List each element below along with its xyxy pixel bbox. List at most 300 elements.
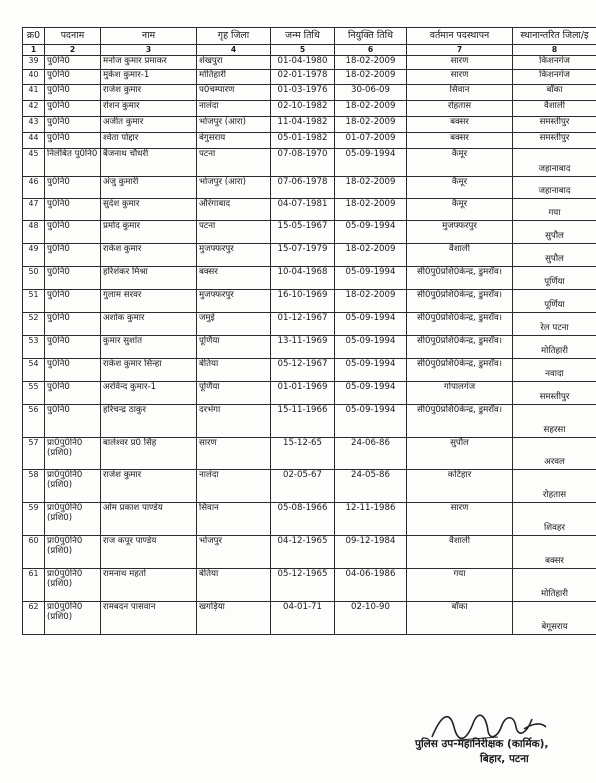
transferred-district <box>513 149 596 177</box>
transferred-district-text: जहानाबाद <box>538 186 571 196</box>
post-name <box>45 336 101 359</box>
date-of-birth <box>271 438 335 470</box>
home-district <box>197 602 271 635</box>
post-name-text: प्रा0पु0नि0 (प्रशि0) <box>47 438 83 458</box>
header-home-district: गृह जिला <box>197 28 271 45</box>
post-name-text: पु0नि0 <box>47 244 70 254</box>
post-name <box>45 70 101 85</box>
table-row <box>23 569 596 602</box>
transferred-district <box>513 56 596 70</box>
appointment-date <box>335 85 407 101</box>
transferred-district-text: समस्तीपुर <box>539 392 570 402</box>
appointment-date <box>335 382 407 405</box>
current-posting <box>407 313 513 336</box>
home-district-text: पटना <box>199 221 216 231</box>
post-name <box>45 133 101 149</box>
post-name-text: प्रा0पु0नि0 (प्रशि0) <box>47 503 83 523</box>
serial-number <box>23 438 45 470</box>
serial-number-text: 60 <box>28 536 39 545</box>
serial-number-text: 61 <box>28 569 39 578</box>
employee-name-text: सुदेश कुमार <box>103 199 140 209</box>
transferred-district <box>513 359 596 382</box>
appointment-date <box>335 244 407 267</box>
serial-number <box>23 359 45 382</box>
home-district <box>197 101 271 117</box>
appointment-date-text: 12-11-1986 <box>345 503 396 513</box>
post-name <box>45 602 101 635</box>
post-name-text: पु0नि0 <box>47 177 70 187</box>
transferred-district-text: बेगूसराय <box>541 622 568 632</box>
employee-name <box>101 382 197 405</box>
date-of-birth <box>271 244 335 267</box>
table-row <box>23 56 596 70</box>
home-district <box>197 569 271 602</box>
table-row <box>23 244 596 267</box>
transferred-district <box>513 267 596 290</box>
header-sn: क्र0 <box>23 28 45 45</box>
transferred-district <box>513 405 596 438</box>
serial-number-text: 49 <box>28 244 39 253</box>
post-name <box>45 503 101 536</box>
date-of-birth-text: 16-10-1969 <box>277 290 328 300</box>
appointment-date-text: 18-02-2009 <box>345 56 396 66</box>
transferred-district-text: समस्तीपुर <box>539 117 570 127</box>
appointment-date <box>335 199 407 221</box>
serial-number <box>23 313 45 336</box>
date-of-birth-text: 02-10-1982 <box>277 101 328 111</box>
current-posting-text: बाँका <box>451 602 468 612</box>
colnum-5: 5 <box>271 45 335 56</box>
transferred-district <box>513 199 596 221</box>
transferred-district <box>513 569 596 602</box>
employee-name <box>101 70 197 85</box>
colnum-3: 3 <box>101 45 197 56</box>
current-posting-text: वैशाली <box>449 536 470 546</box>
current-posting <box>407 101 513 117</box>
home-district <box>197 359 271 382</box>
date-of-birth <box>271 101 335 117</box>
date-of-birth-text: 15-05-1967 <box>277 221 328 231</box>
date-of-birth-text: 04-07-1981 <box>277 199 328 209</box>
home-district-text: भोजपुर (आरा) <box>199 177 247 187</box>
table-row <box>23 177 596 199</box>
appointment-date-text: 18-02-2009 <box>345 199 396 209</box>
serial-number-text: 42 <box>28 101 39 110</box>
appointment-date-text: 05-09-1994 <box>345 149 396 159</box>
date-of-birth-text: 02-05-67 <box>282 470 322 480</box>
current-posting <box>407 56 513 70</box>
date-of-birth <box>271 85 335 101</box>
employee-name <box>101 267 197 290</box>
home-district-text: नालंदा <box>199 101 219 111</box>
serial-number-text: 47 <box>28 199 39 208</box>
serial-number-text: 58 <box>28 470 39 479</box>
transferred-district <box>513 70 596 85</box>
current-posting <box>407 177 513 199</box>
transferred-district-text: मोतिहारी <box>540 346 569 356</box>
post-name-text: प्रा0पु0नि0 (प्रशि0) <box>47 470 83 490</box>
current-posting-text: सी0पु0प्रशि0केन्द्र, डुमराँव। <box>416 336 503 346</box>
current-posting-text: मुजफ्फरपुर <box>442 221 477 231</box>
appointment-date <box>335 359 407 382</box>
current-posting-text: गया <box>453 569 466 579</box>
header-transferred-to: स्थानान्तरित जिला/इ <box>513 28 596 45</box>
post-name-text: पु0नि0 <box>47 313 70 323</box>
home-district-text: औरंगाबाद <box>199 199 231 209</box>
home-district <box>197 503 271 536</box>
employee-name <box>101 503 197 536</box>
transferred-district <box>513 503 596 536</box>
appointment-date-text: 05-09-1994 <box>345 336 396 346</box>
employee-name <box>101 470 197 503</box>
employee-name-text: श्वेता पोद्दार <box>103 133 139 143</box>
post-name-text: पु0नि0 <box>47 267 70 277</box>
post-name-text: निलंबित पु0नि0 <box>47 149 98 159</box>
signatory-place: बिहार, पटना <box>480 753 529 765</box>
transferred-district <box>513 117 596 133</box>
serial-number-text: 45 <box>28 149 39 158</box>
current-posting <box>407 470 513 503</box>
current-posting <box>407 569 513 602</box>
employee-name <box>101 133 197 149</box>
post-name-text: पु0नि0 <box>47 85 70 95</box>
appointment-date-text: 30-06-09 <box>350 85 390 95</box>
serial-number <box>23 133 45 149</box>
signatory-designation: पुलिस उप-महानिरीक्षक (कार्मिक), <box>415 738 549 750</box>
home-district-text: दरभंगा <box>199 405 221 415</box>
post-name <box>45 199 101 221</box>
date-of-birth <box>271 56 335 70</box>
header-name: नाम <box>101 28 197 45</box>
home-district <box>197 56 271 70</box>
appointment-date <box>335 438 407 470</box>
appointment-date <box>335 101 407 117</box>
home-district-text: बक्सर <box>199 267 218 277</box>
post-name <box>45 359 101 382</box>
date-of-birth <box>271 470 335 503</box>
home-district-text: पटना <box>199 149 216 159</box>
table-row <box>23 133 596 149</box>
employee-name-text: बालेश्वर प्र0 सिंह <box>103 438 157 448</box>
table-row <box>23 117 596 133</box>
transferred-district-text: शिवहर <box>544 523 565 533</box>
date-of-birth <box>271 267 335 290</box>
employee-name <box>101 536 197 569</box>
appointment-date-text: 18-02-2009 <box>345 177 396 187</box>
colnum-1: 1 <box>23 45 45 56</box>
transferred-district-text: किशनगंज <box>539 56 570 66</box>
transferred-district <box>513 438 596 470</box>
appointment-date-text: 18-02-2009 <box>345 290 396 300</box>
current-posting <box>407 536 513 569</box>
post-name <box>45 101 101 117</box>
post-name-text: पु0नि0 <box>47 199 70 209</box>
table-row <box>23 221 596 244</box>
home-district-text: बेतिया <box>199 359 219 369</box>
employee-name <box>101 290 197 313</box>
serial-number-text: 53 <box>28 336 39 345</box>
post-name <box>45 244 101 267</box>
transferred-district-text: अरवल <box>544 457 565 467</box>
date-of-birth <box>271 382 335 405</box>
home-district-text: पूर्णिया <box>199 336 220 346</box>
appointment-date <box>335 336 407 359</box>
serial-number <box>23 470 45 503</box>
post-name-text: पु0नि0 <box>47 101 70 111</box>
current-posting-text: सिवान <box>449 85 470 95</box>
appointment-date <box>335 405 407 438</box>
home-district-text: प0चम्पारण <box>199 85 235 95</box>
home-district <box>197 133 271 149</box>
home-district-text: भोजपुर <box>199 536 223 546</box>
post-name-text: पु0नि0 <box>47 56 70 66</box>
date-of-birth <box>271 313 335 336</box>
appointment-date <box>335 313 407 336</box>
appointment-date-text: 05-09-1994 <box>345 267 396 277</box>
transferred-district-text: नवादा <box>545 369 564 379</box>
serial-number <box>23 244 45 267</box>
home-district <box>197 244 271 267</box>
serial-number <box>23 536 45 569</box>
appointment-date <box>335 290 407 313</box>
employee-name <box>101 313 197 336</box>
transferred-district-text: सहरसा <box>543 425 566 435</box>
serial-number <box>23 569 45 602</box>
appointment-date <box>335 221 407 244</box>
current-posting <box>407 336 513 359</box>
table-row <box>23 405 596 438</box>
serial-number <box>23 602 45 635</box>
table-row <box>23 290 596 313</box>
home-district-text: बेगुसराय <box>199 133 226 143</box>
table-row <box>23 602 596 635</box>
employee-name-text: राज कपूर पाण्डेय <box>103 536 157 546</box>
table-row <box>23 359 596 382</box>
post-name <box>45 56 101 70</box>
date-of-birth-text: 05-08-1966 <box>277 503 328 513</box>
table-row <box>23 267 596 290</box>
employee-name-text: कुमार सुशांत <box>103 336 142 346</box>
post-name <box>45 290 101 313</box>
serial-number-text: 51 <box>28 290 39 299</box>
appointment-date <box>335 117 407 133</box>
date-of-birth-text: 04-12-1965 <box>277 536 328 546</box>
serial-number <box>23 405 45 438</box>
home-district <box>197 313 271 336</box>
date-of-birth <box>271 117 335 133</box>
serial-number-text: 59 <box>28 503 39 512</box>
post-name <box>45 536 101 569</box>
current-posting-text: कैमूर <box>451 149 468 159</box>
current-posting-text: सुपौल <box>450 438 469 448</box>
post-name <box>45 470 101 503</box>
transferred-district-text: पूर्णिया <box>544 277 565 287</box>
transferred-district <box>513 85 596 101</box>
home-district-text: शेखपुरा <box>199 56 223 66</box>
serial-number-text: 46 <box>28 177 39 186</box>
appointment-date-text: 18-02-2009 <box>345 101 396 111</box>
post-name-text: प्रा0पु0नि0 (प्रशि0) <box>47 602 83 622</box>
table-row <box>23 101 596 117</box>
current-posting-text: सी0पु0प्रशि0केन्द्र, डुमराँव। <box>416 405 503 415</box>
current-posting-text: गोपालगंज <box>443 382 476 392</box>
transferred-district-text: रेल पटना <box>540 323 569 333</box>
appointment-date-text: 24-05-86 <box>350 470 390 480</box>
current-posting <box>407 405 513 438</box>
home-district <box>197 438 271 470</box>
header-row <box>23 28 596 45</box>
home-district <box>197 405 271 438</box>
colnum-4: 4 <box>197 45 271 56</box>
transferred-district <box>513 536 596 569</box>
appointment-date <box>335 133 407 149</box>
home-district <box>197 177 271 199</box>
home-district <box>197 267 271 290</box>
table-row <box>23 85 596 101</box>
post-name-text: पु0नि0 <box>47 221 70 231</box>
date-of-birth-text: 05-01-1982 <box>277 133 328 143</box>
table-row <box>23 470 596 503</box>
current-posting <box>407 602 513 635</box>
appointment-date <box>335 470 407 503</box>
home-district-text: मुजफ्फरपुर <box>199 244 234 254</box>
date-of-birth <box>271 221 335 244</box>
post-name <box>45 569 101 602</box>
transferred-district-text: गया <box>548 208 561 218</box>
date-of-birth <box>271 199 335 221</box>
post-name <box>45 313 101 336</box>
date-of-birth-text: 04-01-71 <box>282 602 322 612</box>
employee-name <box>101 405 197 438</box>
employee-name-text: गुलाम सरवर <box>103 290 142 300</box>
serial-number <box>23 503 45 536</box>
home-district-text: मोतिहारी <box>199 70 227 80</box>
current-posting <box>407 359 513 382</box>
current-posting-text: सी0पु0प्रशि0केन्द्र, डुमराँव। <box>416 267 503 277</box>
appointment-date-text: 05-09-1994 <box>345 405 396 415</box>
home-district-text: पूर्णिया <box>199 382 220 392</box>
transferred-district <box>513 101 596 117</box>
home-district-text: मुजफ्फरपुर <box>199 290 234 300</box>
date-of-birth <box>271 536 335 569</box>
post-name <box>45 149 101 177</box>
date-of-birth-text: 01-03-1976 <box>277 85 328 95</box>
current-posting-text: कैमूर <box>451 177 468 187</box>
date-of-birth <box>271 290 335 313</box>
employee-name-text: राकेश कुमार सिन्हा <box>103 359 162 369</box>
serial-number-text: 56 <box>28 405 39 414</box>
serial-number <box>23 56 45 70</box>
employee-name <box>101 56 197 70</box>
serial-number <box>23 382 45 405</box>
home-district <box>197 70 271 85</box>
current-posting-text: सी0पु0प्रशि0केन्द्र, डुमराँव। <box>416 359 503 369</box>
current-posting-text: बक्सर <box>450 133 469 143</box>
employee-name-text: राजेश कुमार <box>103 85 142 95</box>
date-of-birth-text: 15-11-1966 <box>277 405 328 415</box>
serial-number-text: 54 <box>28 359 39 368</box>
date-of-birth <box>271 602 335 635</box>
table-row <box>23 382 596 405</box>
appointment-date <box>335 536 407 569</box>
table-row <box>23 503 596 536</box>
date-of-birth <box>271 405 335 438</box>
transferred-district <box>513 133 596 149</box>
current-posting <box>407 438 513 470</box>
appointment-date <box>335 70 407 85</box>
appointment-date-text: 05-09-1994 <box>345 382 396 392</box>
serial-number-text: 50 <box>28 267 39 276</box>
date-of-birth-text: 01-04-1980 <box>277 56 328 66</box>
transferred-district <box>513 382 596 405</box>
employee-name-text: रोशन कुमार <box>103 101 140 111</box>
current-posting-text: बक्सर <box>450 117 469 127</box>
post-name-text: पु0नि0 <box>47 336 70 346</box>
date-of-birth <box>271 569 335 602</box>
employee-name-text: अंजु कुमारी <box>103 177 139 187</box>
serial-number <box>23 70 45 85</box>
post-name-text: पु0नि0 <box>47 70 70 80</box>
date-of-birth <box>271 336 335 359</box>
current-posting-text: कैमूर <box>451 199 468 209</box>
employee-name <box>101 149 197 177</box>
transferred-district-text: रोहतास <box>542 490 567 500</box>
table-row <box>23 149 596 177</box>
employee-name-text: प्रमोद कुमार <box>103 221 141 231</box>
current-posting <box>407 267 513 290</box>
serial-number-text: 39 <box>28 56 39 65</box>
header-current-posting: वर्तमान पदस्थापन <box>407 28 513 45</box>
serial-number <box>23 199 45 221</box>
current-posting-text: सी0पु0प्रशि0केन्द्र, डुमराँव। <box>416 290 503 300</box>
home-district-text: सारण <box>199 438 217 448</box>
appointment-date <box>335 569 407 602</box>
serial-number-text: 62 <box>28 602 39 611</box>
home-district <box>197 117 271 133</box>
current-posting <box>407 117 513 133</box>
serial-number-text: 48 <box>28 221 39 230</box>
transferred-district <box>513 602 596 635</box>
current-posting-text: सारण <box>450 70 469 80</box>
transferred-district-text: सुपौल <box>545 254 564 264</box>
serial-number <box>23 117 45 133</box>
employee-name-text: रामबदन पासवान <box>103 602 156 612</box>
employee-name <box>101 221 197 244</box>
current-posting-text: सारण <box>450 503 469 513</box>
transfer-table <box>22 27 596 635</box>
current-posting <box>407 133 513 149</box>
date-of-birth <box>271 133 335 149</box>
table-row <box>23 336 596 359</box>
employee-name-text: मुकेश कुमार-1 <box>103 70 150 80</box>
appointment-date-text: 09-12-1984 <box>345 536 396 546</box>
home-district-text: नालंदा <box>199 470 219 480</box>
appointment-date-text: 01-07-2009 <box>345 133 396 143</box>
appointment-date-text: 18-02-2009 <box>345 244 396 254</box>
employee-name-text: अशोक कुमार <box>103 313 145 323</box>
serial-number <box>23 221 45 244</box>
serial-number-text: 40 <box>28 70 39 79</box>
home-district <box>197 85 271 101</box>
home-district-text: बेतिया <box>199 569 219 579</box>
employee-name-text: बैजनाथ चौधरी <box>103 149 149 159</box>
employee-name <box>101 336 197 359</box>
transferred-district-text: बाँका <box>546 85 563 95</box>
post-name-text: पु0नि0 <box>47 359 70 369</box>
employee-name <box>101 438 197 470</box>
date-of-birth-text: 10-04-1968 <box>277 267 328 277</box>
employee-name <box>101 359 197 382</box>
